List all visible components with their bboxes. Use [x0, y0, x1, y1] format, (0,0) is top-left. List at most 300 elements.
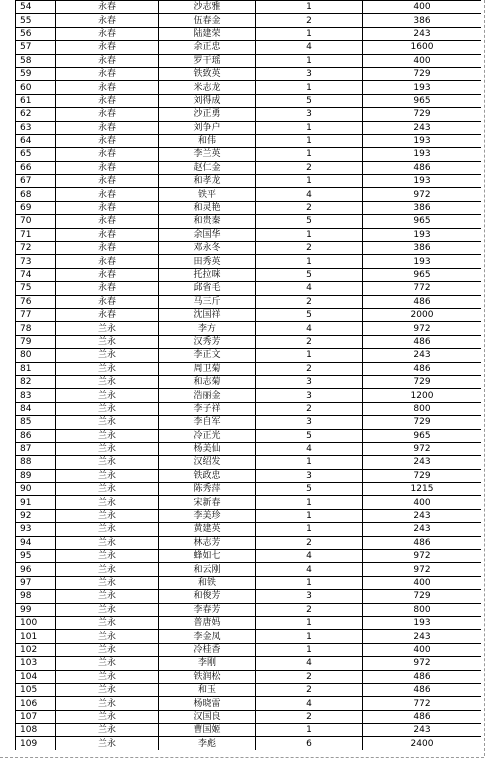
cell-count: 2 — [256, 670, 363, 683]
cell-name: 李美珍 — [159, 509, 256, 522]
cell-count: 2 — [256, 161, 363, 174]
cell-count: 2 — [256, 402, 363, 415]
cell-town: 兰永 — [56, 630, 159, 643]
cell-count: 1 — [256, 54, 363, 67]
cell-amount: 243 — [363, 630, 482, 643]
data-table — [15, 0, 481, 750]
cell-count: 1 — [256, 630, 363, 643]
cell-town: 兰永 — [56, 657, 159, 670]
cell-name: 周卫菊 — [159, 362, 256, 375]
cell-town: 兰永 — [56, 322, 159, 335]
table-row — [16, 322, 482, 335]
cell-amount: 972 — [363, 442, 482, 455]
cell-count: 2 — [256, 362, 363, 375]
cell-count: 3 — [256, 375, 363, 388]
cell-count: 6 — [256, 737, 363, 750]
cell-town: 永春 — [56, 54, 159, 67]
cell-town: 兰永 — [56, 643, 159, 656]
cell-town: 兰永 — [56, 697, 159, 710]
table-row — [16, 697, 482, 710]
table-row — [16, 215, 482, 228]
cell-count: 1 — [256, 616, 363, 629]
cell-count: 5 — [256, 268, 363, 281]
table-row — [16, 108, 482, 121]
cell-count: 2 — [256, 14, 363, 27]
cell-town: 兰永 — [56, 737, 159, 750]
cell-town: 永春 — [56, 175, 159, 188]
cell-count: 1 — [256, 134, 363, 147]
cell-amount: 243 — [363, 349, 482, 362]
cell-name: 铁致英 — [159, 67, 256, 80]
cell-town: 兰永 — [56, 724, 159, 737]
cell-count: 2 — [256, 242, 363, 255]
cell-amount: 193 — [363, 148, 482, 161]
cell-name: 杨美仙 — [159, 442, 256, 455]
cell-name: 杨晓雷 — [159, 697, 256, 710]
table-row — [16, 94, 482, 107]
cell-amount: 772 — [363, 282, 482, 295]
cell-count: 1 — [256, 523, 363, 536]
cell-amount: 1215 — [363, 483, 482, 496]
cell-row-number: 82 — [16, 375, 56, 388]
cell-row-number: 54 — [16, 1, 56, 14]
cell-town: 兰永 — [56, 429, 159, 442]
cell-amount: 193 — [363, 228, 482, 241]
cell-count: 4 — [256, 442, 363, 455]
cell-count: 1 — [256, 148, 363, 161]
cell-town: 兰永 — [56, 536, 159, 549]
cell-amount: 243 — [363, 523, 482, 536]
cell-name: 宋新春 — [159, 496, 256, 509]
cell-town: 永春 — [56, 201, 159, 214]
cell-amount: 193 — [363, 255, 482, 268]
cell-town: 永春 — [56, 148, 159, 161]
cell-count: 2 — [256, 603, 363, 616]
cell-count: 5 — [256, 483, 363, 496]
cell-town: 兰永 — [56, 469, 159, 482]
cell-town: 永春 — [56, 215, 159, 228]
cell-name: 李正文 — [159, 349, 256, 362]
cell-name: 冷正光 — [159, 429, 256, 442]
cell-town: 兰永 — [56, 362, 159, 375]
cell-town: 永春 — [56, 295, 159, 308]
table-row — [16, 228, 482, 241]
cell-name: 和志菊 — [159, 375, 256, 388]
cell-town: 兰永 — [56, 563, 159, 576]
cell-count: 5 — [256, 215, 363, 228]
cell-amount: 400 — [363, 576, 482, 589]
cell-count: 5 — [256, 308, 363, 321]
table-row — [16, 255, 482, 268]
cell-amount: 1200 — [363, 389, 482, 402]
cell-count: 4 — [256, 657, 363, 670]
cell-town: 兰永 — [56, 456, 159, 469]
cell-town: 永春 — [56, 188, 159, 201]
cell-amount: 729 — [363, 590, 482, 603]
table-body — [16, 1, 482, 751]
cell-row-number: 96 — [16, 563, 56, 576]
cell-town: 永春 — [56, 282, 159, 295]
table-row — [16, 429, 482, 442]
cell-count: 3 — [256, 108, 363, 121]
table-row — [16, 362, 482, 375]
table-row — [16, 536, 482, 549]
cell-row-number: 58 — [16, 54, 56, 67]
cell-amount: 972 — [363, 550, 482, 563]
cell-name: 刘得成 — [159, 94, 256, 107]
cell-row-number: 107 — [16, 710, 56, 723]
cell-name: 托拉咪 — [159, 268, 256, 281]
table-row — [16, 188, 482, 201]
table-row — [16, 54, 482, 67]
cell-name: 黄建英 — [159, 523, 256, 536]
cell-count: 1 — [256, 724, 363, 737]
cell-town: 永春 — [56, 41, 159, 54]
table-row — [16, 349, 482, 362]
table-row — [16, 148, 482, 161]
table-row — [16, 375, 482, 388]
cell-row-number: 91 — [16, 496, 56, 509]
cell-row-number: 103 — [16, 657, 56, 670]
cell-town: 永春 — [56, 228, 159, 241]
cell-town: 永春 — [56, 255, 159, 268]
cell-count: 1 — [256, 349, 363, 362]
cell-row-number: 55 — [16, 14, 56, 27]
cell-row-number: 83 — [16, 389, 56, 402]
table-row — [16, 550, 482, 563]
cell-row-number: 95 — [16, 550, 56, 563]
cell-row-number: 71 — [16, 228, 56, 241]
cell-count: 1 — [256, 81, 363, 94]
cell-amount: 486 — [363, 670, 482, 683]
cell-count: 1 — [256, 509, 363, 522]
cell-amount: 243 — [363, 509, 482, 522]
cell-count: 1 — [256, 121, 363, 134]
cell-amount: 965 — [363, 268, 482, 281]
cell-name: 和玉 — [159, 683, 256, 696]
table-row — [16, 268, 482, 281]
cell-amount: 386 — [363, 14, 482, 27]
cell-row-number: 77 — [16, 308, 56, 321]
cell-name: 曹国姬 — [159, 724, 256, 737]
table-row — [16, 175, 482, 188]
cell-amount: 965 — [363, 94, 482, 107]
cell-row-number: 104 — [16, 670, 56, 683]
cell-town: 兰永 — [56, 616, 159, 629]
cell-amount: 965 — [363, 215, 482, 228]
cell-town: 永春 — [56, 94, 159, 107]
cell-count: 2 — [256, 683, 363, 696]
cell-name: 米志龙 — [159, 81, 256, 94]
table-row — [16, 483, 482, 496]
cell-amount: 729 — [363, 67, 482, 80]
cell-name: 汉绍发 — [159, 456, 256, 469]
cell-row-number: 75 — [16, 282, 56, 295]
cell-count: 5 — [256, 429, 363, 442]
cell-amount: 400 — [363, 643, 482, 656]
cell-name: 田秀英 — [159, 255, 256, 268]
table-row — [16, 630, 482, 643]
cell-amount: 400 — [363, 1, 482, 14]
table-row — [16, 456, 482, 469]
cell-row-number: 74 — [16, 268, 56, 281]
table-row — [16, 442, 482, 455]
cell-count: 2 — [256, 536, 363, 549]
table-row — [16, 523, 482, 536]
cell-count: 1 — [256, 576, 363, 589]
cell-town: 兰永 — [56, 710, 159, 723]
cell-row-number: 78 — [16, 322, 56, 335]
cell-name: 和灵艳 — [159, 201, 256, 214]
cell-name: 和贵秦 — [159, 215, 256, 228]
cell-name: 李刚 — [159, 657, 256, 670]
cell-name: 沙正勇 — [159, 108, 256, 121]
cell-amount: 1600 — [363, 41, 482, 54]
table-row — [16, 416, 482, 429]
cell-amount: 243 — [363, 27, 482, 40]
cell-row-number: 69 — [16, 201, 56, 214]
cell-name: 铁平 — [159, 188, 256, 201]
table-row — [16, 616, 482, 629]
table-row — [16, 27, 482, 40]
cell-count: 2 — [256, 295, 363, 308]
cell-amount: 486 — [363, 295, 482, 308]
cell-town: 兰永 — [56, 375, 159, 388]
cell-name: 汉秀芳 — [159, 335, 256, 348]
cell-count: 1 — [256, 27, 363, 40]
cell-name: 李自军 — [159, 416, 256, 429]
cell-count: 4 — [256, 41, 363, 54]
table-row — [16, 161, 482, 174]
cell-count: 4 — [256, 563, 363, 576]
cell-row-number: 76 — [16, 295, 56, 308]
cell-name: 和云刚 — [159, 563, 256, 576]
table-row — [16, 402, 482, 415]
cell-name: 林志芳 — [159, 536, 256, 549]
cell-row-number: 63 — [16, 121, 56, 134]
cell-amount: 2400 — [363, 737, 482, 750]
cell-amount: 972 — [363, 322, 482, 335]
cell-town: 永春 — [56, 14, 159, 27]
cell-row-number: 57 — [16, 41, 56, 54]
cell-town: 兰永 — [56, 576, 159, 589]
cell-row-number: 64 — [16, 134, 56, 147]
cell-count: 1 — [256, 175, 363, 188]
cell-name: 和俊芳 — [159, 590, 256, 603]
cell-row-number: 72 — [16, 242, 56, 255]
table-row — [16, 710, 482, 723]
cell-name: 沙志雅 — [159, 1, 256, 14]
spreadsheet-page — [15, 0, 481, 750]
cell-row-number: 90 — [16, 483, 56, 496]
cell-amount: 486 — [363, 536, 482, 549]
cell-name: 李兰英 — [159, 148, 256, 161]
cell-town: 兰永 — [56, 349, 159, 362]
cell-amount: 386 — [363, 201, 482, 214]
cell-row-number: 79 — [16, 335, 56, 348]
cell-amount: 729 — [363, 469, 482, 482]
cell-town: 兰永 — [56, 670, 159, 683]
cell-row-number: 84 — [16, 402, 56, 415]
cell-row-number: 85 — [16, 416, 56, 429]
cell-amount: 193 — [363, 616, 482, 629]
cell-town: 永春 — [56, 134, 159, 147]
cell-count: 3 — [256, 67, 363, 80]
cell-town: 永春 — [56, 67, 159, 80]
cell-name: 冷桂香 — [159, 643, 256, 656]
cell-name: 浩丽金 — [159, 389, 256, 402]
table-row — [16, 134, 482, 147]
cell-name: 和铁 — [159, 576, 256, 589]
table-row — [16, 81, 482, 94]
cell-town: 永春 — [56, 27, 159, 40]
cell-count: 1 — [256, 1, 363, 14]
cell-name: 余正忠 — [159, 41, 256, 54]
cell-row-number: 87 — [16, 442, 56, 455]
cell-amount: 965 — [363, 429, 482, 442]
cell-town: 兰永 — [56, 496, 159, 509]
cell-name: 罗干瑶 — [159, 54, 256, 67]
cell-row-number: 89 — [16, 469, 56, 482]
cell-row-number: 59 — [16, 67, 56, 80]
cell-row-number: 73 — [16, 255, 56, 268]
cell-row-number: 86 — [16, 429, 56, 442]
cell-amount: 729 — [363, 375, 482, 388]
cell-name: 李子祥 — [159, 402, 256, 415]
cell-name: 沈国祥 — [159, 308, 256, 321]
cell-town: 兰永 — [56, 523, 159, 536]
cell-name: 李方 — [159, 322, 256, 335]
cell-count: 4 — [256, 282, 363, 295]
cell-row-number: 65 — [16, 148, 56, 161]
table-row — [16, 576, 482, 589]
cell-count: 1 — [256, 643, 363, 656]
cell-town: 兰永 — [56, 483, 159, 496]
cell-amount: 400 — [363, 54, 482, 67]
table-row — [16, 389, 482, 402]
cell-count: 1 — [256, 255, 363, 268]
cell-town: 兰永 — [56, 509, 159, 522]
cell-town: 永春 — [56, 108, 159, 121]
cell-count: 3 — [256, 469, 363, 482]
cell-row-number: 60 — [16, 81, 56, 94]
table-row — [16, 724, 482, 737]
cell-row-number: 67 — [16, 175, 56, 188]
cell-name: 铁润松 — [159, 670, 256, 683]
cell-name: 伍春金 — [159, 14, 256, 27]
table-row — [16, 737, 482, 750]
cell-row-number: 101 — [16, 630, 56, 643]
cell-amount: 2000 — [363, 308, 482, 321]
cell-row-number: 100 — [16, 616, 56, 629]
cell-amount: 486 — [363, 683, 482, 696]
cell-row-number: 56 — [16, 27, 56, 40]
cell-row-number: 68 — [16, 188, 56, 201]
cell-row-number: 66 — [16, 161, 56, 174]
table-row — [16, 41, 482, 54]
cell-town: 永春 — [56, 268, 159, 281]
cell-amount: 193 — [363, 81, 482, 94]
cell-row-number: 93 — [16, 523, 56, 536]
table-row — [16, 67, 482, 80]
cell-town: 永春 — [56, 308, 159, 321]
cell-name: 陆建荣 — [159, 27, 256, 40]
cell-row-number: 99 — [16, 603, 56, 616]
cell-count: 5 — [256, 94, 363, 107]
cell-row-number: 108 — [16, 724, 56, 737]
cell-row-number: 109 — [16, 737, 56, 750]
table-row — [16, 590, 482, 603]
cell-count: 2 — [256, 335, 363, 348]
cell-town: 兰永 — [56, 590, 159, 603]
cell-town: 兰永 — [56, 603, 159, 616]
cell-name: 赵仁金 — [159, 161, 256, 174]
cell-row-number: 105 — [16, 683, 56, 696]
cell-name: 汉国良 — [159, 710, 256, 723]
cell-row-number: 92 — [16, 509, 56, 522]
cell-amount: 800 — [363, 603, 482, 616]
table-row — [16, 242, 482, 255]
cell-amount: 243 — [363, 456, 482, 469]
cell-amount: 486 — [363, 710, 482, 723]
table-row — [16, 335, 482, 348]
table-row — [16, 295, 482, 308]
cell-name: 李彪 — [159, 737, 256, 750]
table-row — [16, 14, 482, 27]
cell-count: 4 — [256, 322, 363, 335]
cell-name: 李金凤 — [159, 630, 256, 643]
cell-count: 4 — [256, 550, 363, 563]
cell-amount: 486 — [363, 335, 482, 348]
cell-amount: 400 — [363, 496, 482, 509]
cell-town: 兰永 — [56, 335, 159, 348]
cell-count: 3 — [256, 416, 363, 429]
cell-town: 永春 — [56, 161, 159, 174]
cell-amount: 800 — [363, 402, 482, 415]
table-row — [16, 1, 482, 14]
table-row — [16, 201, 482, 214]
table-row — [16, 308, 482, 321]
cell-row-number: 62 — [16, 108, 56, 121]
cell-name: 李春芳 — [159, 603, 256, 616]
cell-amount: 243 — [363, 724, 482, 737]
cell-name: 蜂如七 — [159, 550, 256, 563]
cell-name: 普唐妈 — [159, 616, 256, 629]
cell-town: 兰永 — [56, 550, 159, 563]
table-row — [16, 683, 482, 696]
cell-amount: 243 — [363, 121, 482, 134]
cell-row-number: 94 — [16, 536, 56, 549]
page-edge-right — [484, 0, 485, 756]
cell-name: 陈秀萍 — [159, 483, 256, 496]
cell-row-number: 81 — [16, 362, 56, 375]
cell-town: 兰永 — [56, 402, 159, 415]
cell-town: 永春 — [56, 81, 159, 94]
cell-town: 永春 — [56, 121, 159, 134]
cell-amount: 193 — [363, 175, 482, 188]
cell-row-number: 61 — [16, 94, 56, 107]
table-row — [16, 603, 482, 616]
cell-name: 马三斤 — [159, 295, 256, 308]
cell-town: 兰永 — [56, 683, 159, 696]
cell-count: 1 — [256, 456, 363, 469]
cell-town: 兰永 — [56, 416, 159, 429]
cell-name: 刘争户 — [159, 121, 256, 134]
cell-town: 兰永 — [56, 442, 159, 455]
cell-amount: 193 — [363, 134, 482, 147]
cell-amount: 486 — [363, 362, 482, 375]
cell-amount: 386 — [363, 242, 482, 255]
